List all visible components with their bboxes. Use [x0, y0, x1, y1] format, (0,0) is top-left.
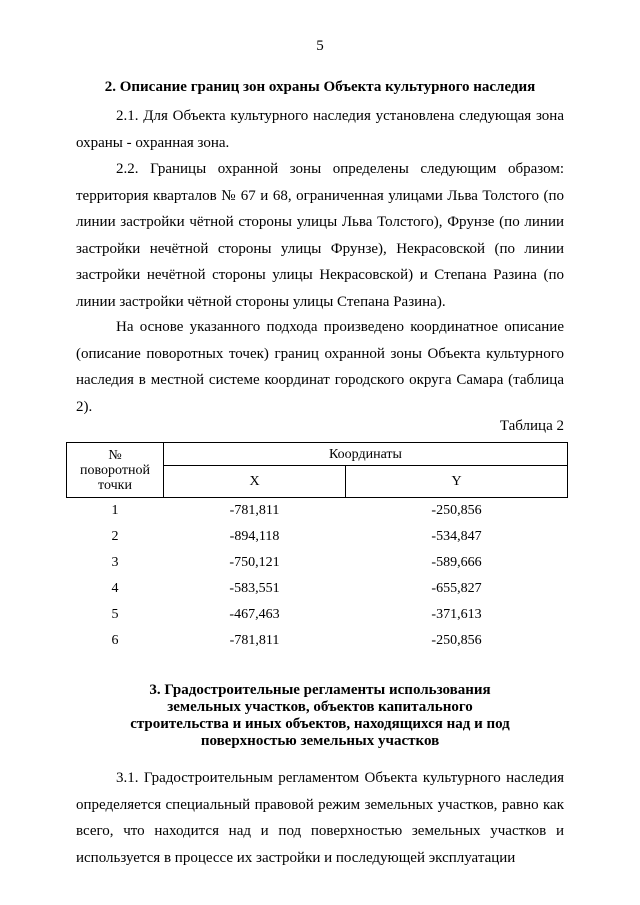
header-point-line: поворотной: [80, 462, 150, 478]
cell-x: -781,811: [229, 503, 280, 518]
table-row: [67, 550, 568, 576]
page-number: 5: [316, 38, 324, 54]
coordinates-table: [66, 442, 568, 654]
cell-point-number: 4: [111, 581, 119, 596]
header-point-line: точки: [98, 477, 132, 493]
paragraph-3-1: 3.1. Градостроительным регламентом Объекта культурного наследия определяется специальный правовой режим земельных участков, равно как всего, что находится над и под поверхностью земельных участков и используется в процессе их застройки и последующей эксплуатации: [76, 770, 564, 866]
paragraph-coordinate-description: На основе указанного подхода произведено координатное описание (описание поворотных точек) границ охранной зоны Объекта культурного наследия в местной системе координат городского округа Самара (таблица 2).: [76, 319, 564, 415]
section-2-heading: 2. Описание границ зон охраны Объекта культурного наследия: [104, 79, 536, 95]
cell-x: -467,463: [229, 607, 280, 622]
cell-x: -894,118: [229, 529, 280, 544]
cell-x: -750,121: [229, 555, 280, 570]
table-row: [67, 524, 568, 550]
table-row: [67, 628, 568, 654]
header-point-number: [67, 443, 164, 498]
header-coordinates: Координаты: [164, 443, 568, 466]
cell-point-number: 6: [111, 633, 119, 648]
cell-y: -250,856: [431, 633, 482, 648]
table-row: [67, 602, 568, 628]
table-row: [67, 576, 568, 602]
header-x: X: [164, 466, 346, 498]
header-point-line: №: [108, 447, 122, 463]
cell-point-number: 1: [111, 503, 119, 518]
cell-y: -371,613: [431, 607, 482, 622]
header-y: Y: [346, 466, 568, 498]
table-row: [67, 498, 568, 525]
cell-point-number: 5: [111, 607, 119, 622]
cell-y: -534,847: [431, 529, 482, 544]
paragraph-2-1: 2.1. Для Объекта культурного наследия установлена следующая зона охраны - охранная зона.: [76, 108, 564, 151]
section-3-heading: 3. Градостроительные регламенты использования земельных участков, объектов капитального строительства и иных объектов, находящихся над и под поверхностью земельных участков: [130, 682, 510, 749]
cell-x: -781,811: [229, 633, 280, 648]
cell-y: -250,856: [431, 503, 482, 518]
cell-y: -589,666: [431, 555, 482, 570]
cell-point-number: 3: [111, 555, 119, 570]
cell-y: -655,827: [431, 581, 482, 596]
table-caption: Таблица 2: [499, 418, 564, 434]
paragraph-2-2: 2.2. Границы охранной зоны определены следующим образом: территория кварталов № 67 и 68, ограниченная улицами Льва Толстого (по линии застройки чётной стороны улицы Льва Толстого), Фрунзе (по линии застройки нечётной стороны улицы Фрунзе), Некрасовской (по линии застройки нечётной стороны улицы Некрасовской) и Степана Разина (по линии застройки чётной стороны улицы Степана Разина).: [76, 161, 564, 310]
coordinates-table-body: [67, 498, 568, 655]
cell-x: -583,551: [229, 581, 280, 596]
cell-point-number: 2: [111, 529, 119, 544]
